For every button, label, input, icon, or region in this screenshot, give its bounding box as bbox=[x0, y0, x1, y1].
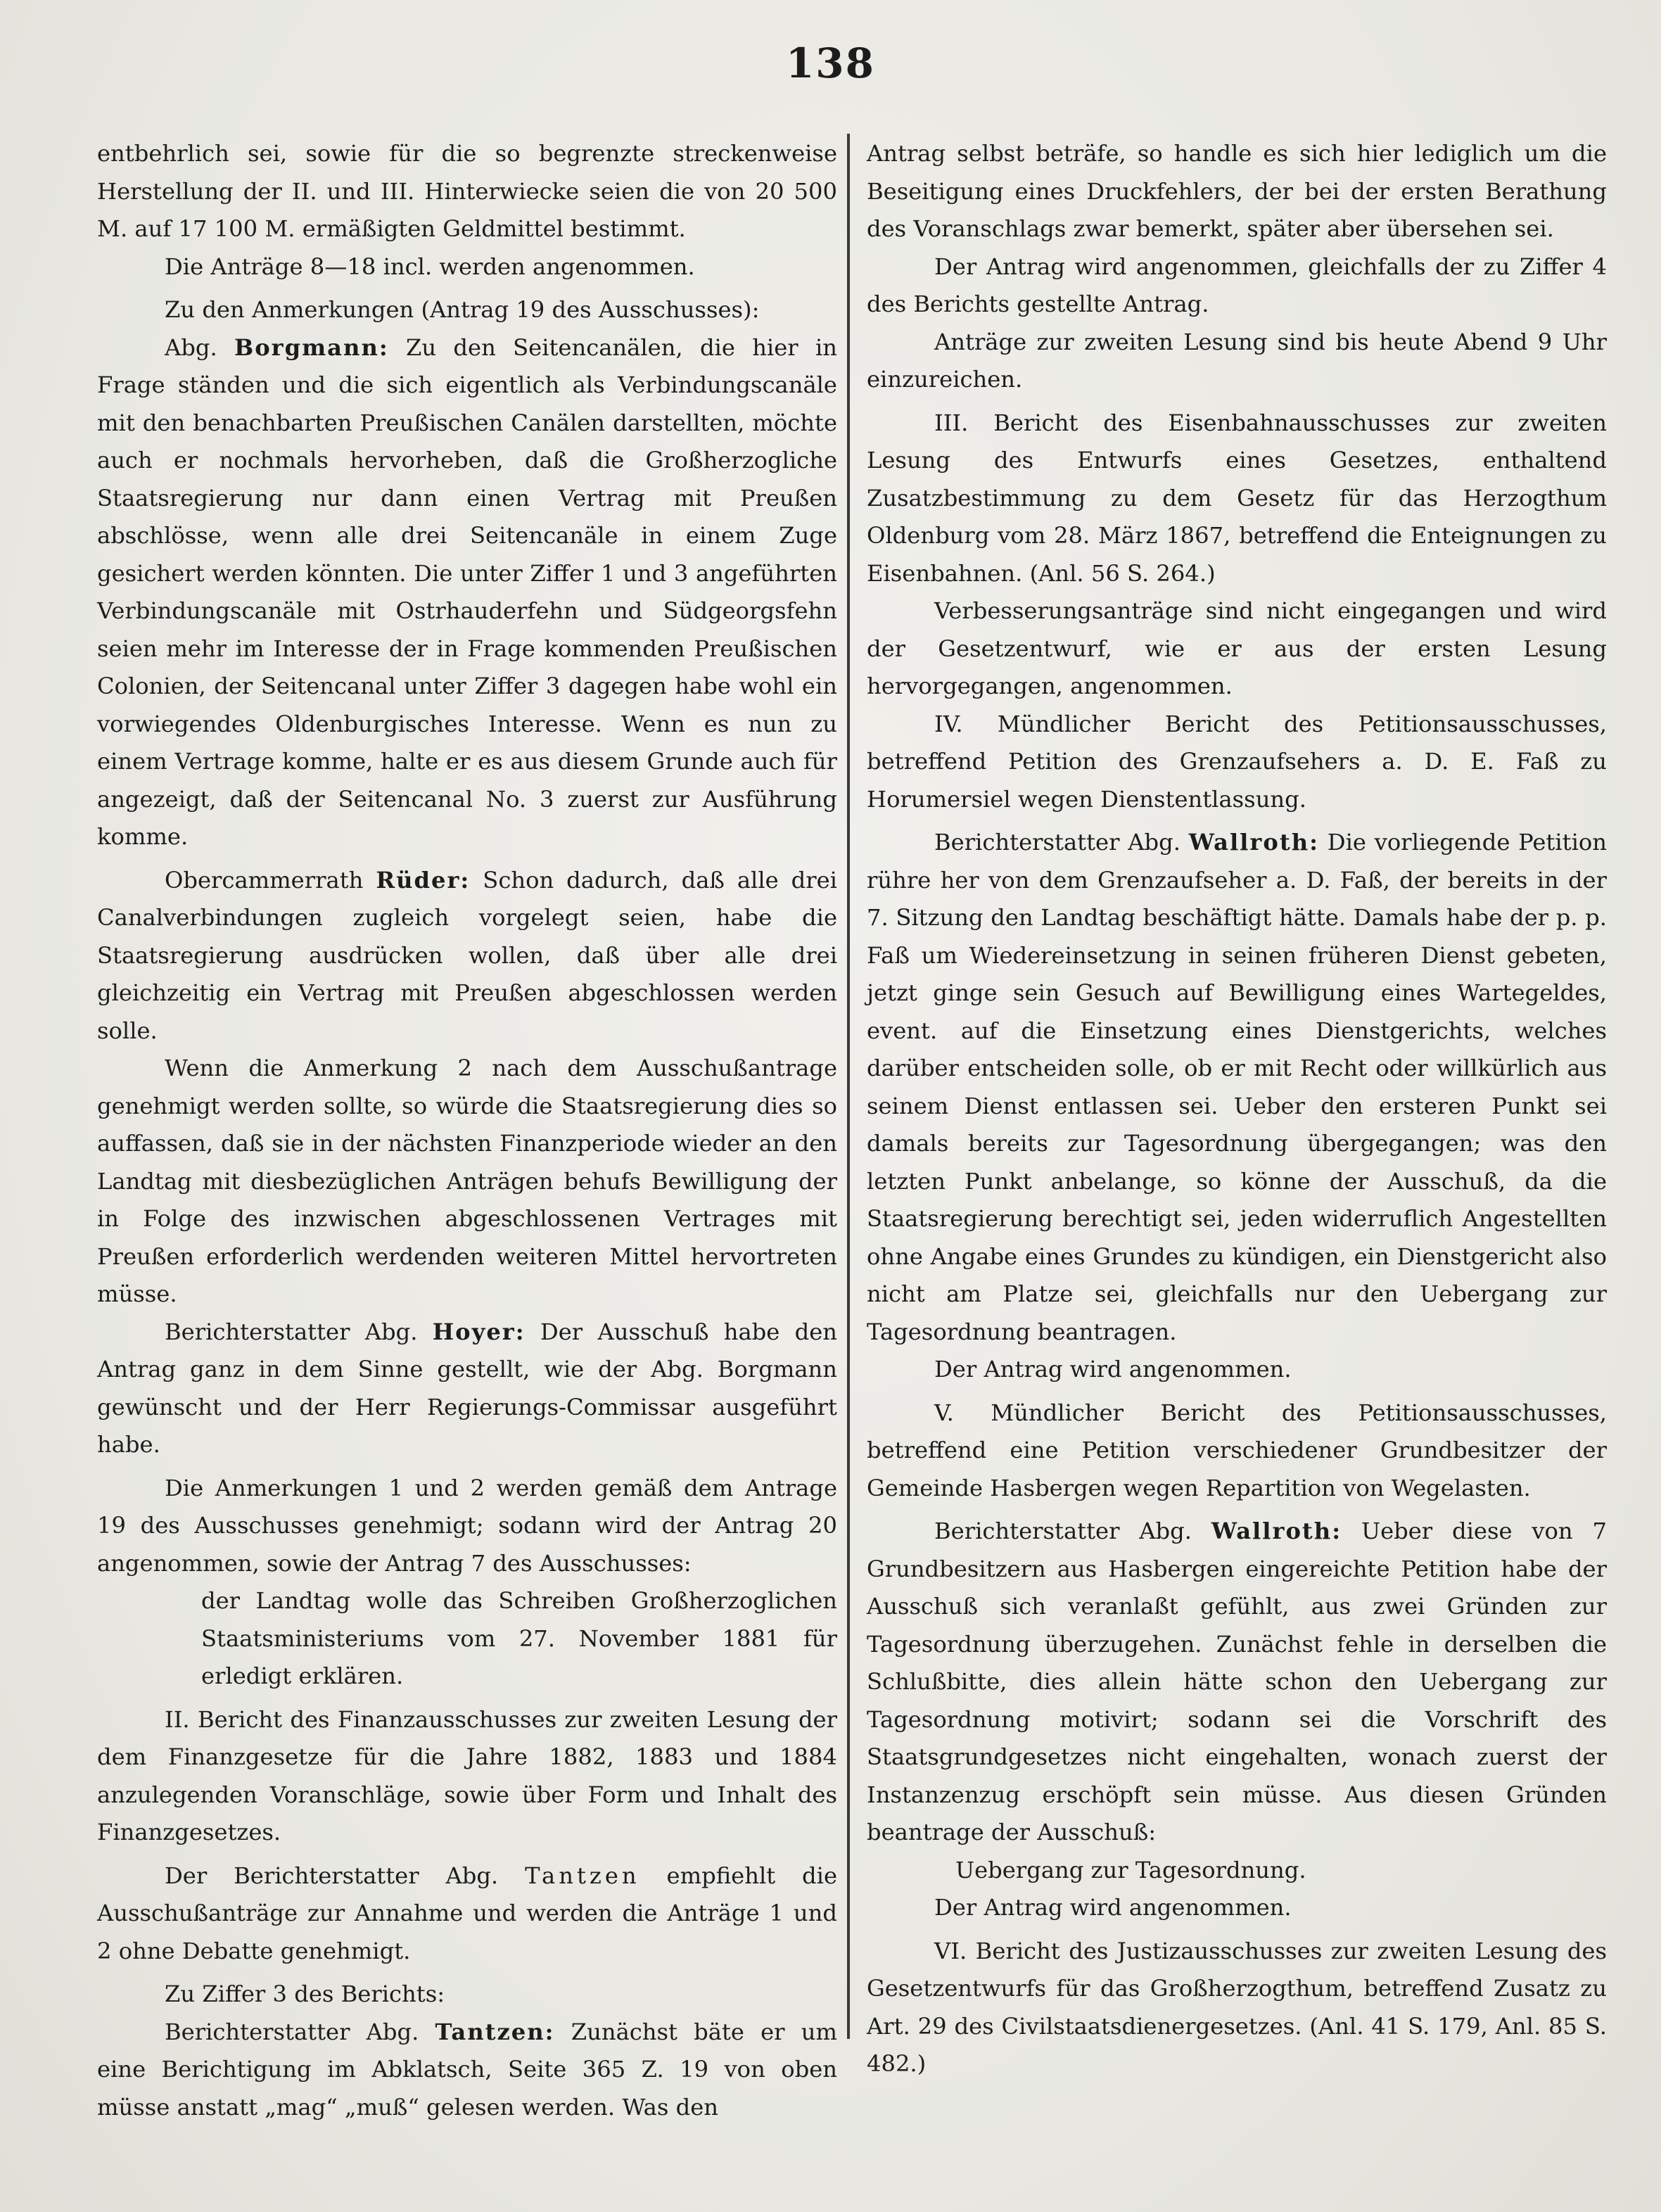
right-column bbox=[867, 135, 1607, 2083]
quoted-motion: Uebergang zur Tagesordnung. bbox=[955, 1856, 1306, 1883]
quoted-motion: der Landtag wolle das Schreiben Großherzoglichen Staatsministeriums vom 27. November 1881 für erledigt erklären. bbox=[201, 1587, 837, 1689]
speaker-paragraph: Abg. Borgmann: Zu den Seitencanälen, die hier in Frage ständen und die sich eigentlich als Verbindungscanäle mit den benachbarten Preußischen Canälen darstellten, möchte auch er nochmals hervorheben, daß die Großherzogliche Staatsregierung nur dann einen Vertrag mit Preußen abschlösse, wenn alle drei Seitencanäle in einem Zuge gesichert werden könnten. Die unter Ziffer 1 und 3 angeführten Verbindungscanäle mit Ostrhauderfehn und Südgeorgsfehn seien mehr im Interesse der in Frage kommenden Preußischen Colonien, der Seitencanal unter Ziffer 3 dagegen habe wohl ein vorwiegendes Oldenburgisches Interesse. Wenn es nun zu einem Vertrage komme, halte er es aus diesem Grunde auch für angezeigt, daß der Seitencanal No. 3 zuerst zur Ausführung komme. bbox=[97, 333, 837, 850]
section-heading: VI. Bericht des Justizausschusses zur zweiten Lesung des Gesetzentwurfs für das Großherzogthum, betreffend Zusatz zu Art. 29 des Civilstaatsdienergesetzes. (Anl. 41 S. 179, Anl. 85 S. 482.) bbox=[867, 1937, 1607, 2077]
paragraph: Die Anträge 8—18 incl. werden angenommen. bbox=[165, 253, 695, 280]
paragraph: Der Antrag wird angenommen. bbox=[934, 1894, 1292, 1921]
speaker-paragraph: Berichterstatter Abg. Hoyer: Der Ausschuß habe den Antrag ganz in dem Sinne gestellt, wie der Abg. Borgmann gewünscht und der Herr Regierungs-Commissar ausgeführt habe. bbox=[97, 1318, 838, 1458]
speaker-name: Hoyer: bbox=[432, 1318, 526, 1345]
speaker-paragraph: Obercammerrath Rüder: Schon dadurch, daß alle drei Canalverbindungen zugleich vorgelegt seien, habe die Staatsregierung ausdrücken wollen, daß über alle drei gleichzeitig ein Vertrag mit Preußen abgeschlossen werden solle. bbox=[97, 866, 837, 1044]
paragraph: Zu Ziffer 3 des Berichts: bbox=[165, 1981, 445, 2007]
speaker-paragraph: Berichterstatter Abg. Wallroth: Ueber diese von 7 Grundbesitzern aus Hasbergen eingereichte Petition habe der Ausschuß sich veranlaßt gefühlt, aus zwei Gründen zur Tagesordnung überzugehen. Zunächst fehle in derselben die Schlußbitte, dies allein hätte schon den Uebergang zur Tagesordnung motivirt; sodann sei die Vorschrift des Staatsgrundgesetzes nicht eingehalten, wonach zuerst der Instanzenzug erschöpft sein müsse. Aus diesen Gründen beantrage der Ausschuß: bbox=[867, 1518, 1607, 1845]
speaker-name: Rüder: bbox=[376, 866, 471, 894]
column-divider bbox=[847, 134, 850, 2039]
speaker-paragraph: Der Berichterstatter Abg. Tantzen empfiehlt die Ausschußanträge zur Annahme und werden die Anträge 1 und 2 ohne Debatte genehmigt. bbox=[97, 1862, 838, 1964]
paragraph: Zu den Anmerkungen (Antrag 19 des Ausschusses): bbox=[165, 296, 760, 323]
speaker-name: Tantzen bbox=[525, 1862, 640, 1889]
speaker-name: Wallroth: bbox=[1211, 1518, 1342, 1544]
section-heading: IV. Mündlicher Bericht des Petitionsausschusses, betreffend Petition des Grenzaufsehers a. D. E. Faß zu Horumersiel wegen Dienstentlassung. bbox=[867, 710, 1607, 813]
section-heading: II. Bericht des Finanzausschusses zur zweiten Lesung der dem Finanzgesetze für die Jahre 1882, 1883 und 1884 anzulegenden Voranschläge, sowie über Form und Inhalt des Finanzgesetzes. bbox=[97, 1705, 837, 1845]
left-column bbox=[97, 135, 837, 2126]
paragraph: Die Anmerkungen 1 und 2 werden gemäß dem Antrage 19 des Ausschusses genehmigt; sodann wird der Antrag 20 angenommen, sowie der Antrag 7 des Ausschusses: bbox=[97, 1474, 837, 1577]
speaker-paragraph: Berichterstatter Abg. Tantzen: Zunächst bäte er um eine Berichtigung im Abklatsch, Seite 365 Z. 19 von oben müsse anstatt „mag“ „muß“ gelesen werden. Was den bbox=[97, 2018, 837, 2121]
paragraph: Der Antrag wird angenommen. bbox=[934, 1356, 1292, 1382]
speaker-name: Wallroth: bbox=[1188, 829, 1319, 856]
paragraph: entbehrlich sei, sowie für die so begrenzte streckenweise Herstellung der II. und III. Hinterwiecke seien die von 20 500 M. auf 17 100 M. ermäßigten Geldmittel bestimmt. bbox=[97, 140, 837, 242]
section-heading: III. Bericht des Eisenbahnausschusses zur zweiten Lesung des Entwurfs eines Gesetzes, enthaltend Zusatzbestimmung zu dem Gesetz für das Herzogthum Oldenburg vom 28. März 1867, betreffend die Enteignungen zu Eisenbahnen. (Anl. 56 S. 264.) bbox=[867, 409, 1607, 587]
page-number: 138 bbox=[785, 39, 876, 87]
speaker-name: Tantzen: bbox=[435, 2018, 555, 2045]
paragraph: Wenn die Anmerkung 2 nach dem Ausschußantrage genehmigt werden sollte, so würde die Staatsregierung dies so auffassen, daß sie in der nächsten Finanzperiode wieder an den Landtag mit diesbezüglichen Anträgen behufs Bewilligung der in Folge des inzwischen abgeschlossenen Vertrages mit Preußen erforderlich werdenden weiteren Mittel hervortreten müsse. bbox=[97, 1055, 837, 1307]
paragraph: Verbesserungsanträge sind nicht eingegangen und wird der Gesetzentwurf, wie er aus der ersten Lesung hervorgegangen, angenommen. bbox=[867, 597, 1607, 699]
paragraph: Der Antrag wird angenommen, gleichfalls der zu Ziffer 4 des Berichts gestellte Antrag. bbox=[867, 253, 1607, 317]
paragraph: Anträge zur zweiten Lesung sind bis heute Abend 9 Uhr einzureichen. bbox=[867, 328, 1607, 393]
speaker-name: Borgmann: bbox=[234, 333, 389, 361]
speaker-paragraph: Berichterstatter Abg. Wallroth: Die vorliegende Petition rühre her von dem Grenzaufseher a. D. Faß, der bereits in der 7. Sitzung den Landtag beschäftigt hätte. Damals habe der p. p. Faß um Wiedereinsetzung in seinen früheren Dienst gebeten, jetzt ginge sein Gesuch auf Bewilligung eines Wartegeldes, event. auf die Einsetzung eines Dienstgerichts, welches darüber entscheiden solle, ob er mit Recht oder willkürlich aus seinem Dienst entlassen sei. Ueber den ersteren Punkt sei damals bereits zur Tagesordnung übergegangen; was den letzten Punkt anbelange, so könne der Ausschuß, da die Staatsregierung berechtigt sei, jeden widerruflich Angestellten ohne Angabe eines Grundes zu kündigen, ein Dienstgericht also nicht am Platze sei, gleichfalls nur den Uebergang zur Tagesordnung beantragen. bbox=[867, 829, 1607, 1345]
section-heading: V. Mündlicher Bericht des Petitionsausschusses, betreffend eine Petition verschiedener Grundbesitzer der Gemeinde Hasbergen wegen Repartition von Wegelasten. bbox=[867, 1399, 1607, 1501]
paragraph: Antrag selbst beträfe, so handle es sich hier lediglich um die Beseitigung eines Druckfehlers, der bei der ersten Berathung des Voranschlags zwar bemerkt, später aber übersehen sei. bbox=[867, 140, 1607, 242]
